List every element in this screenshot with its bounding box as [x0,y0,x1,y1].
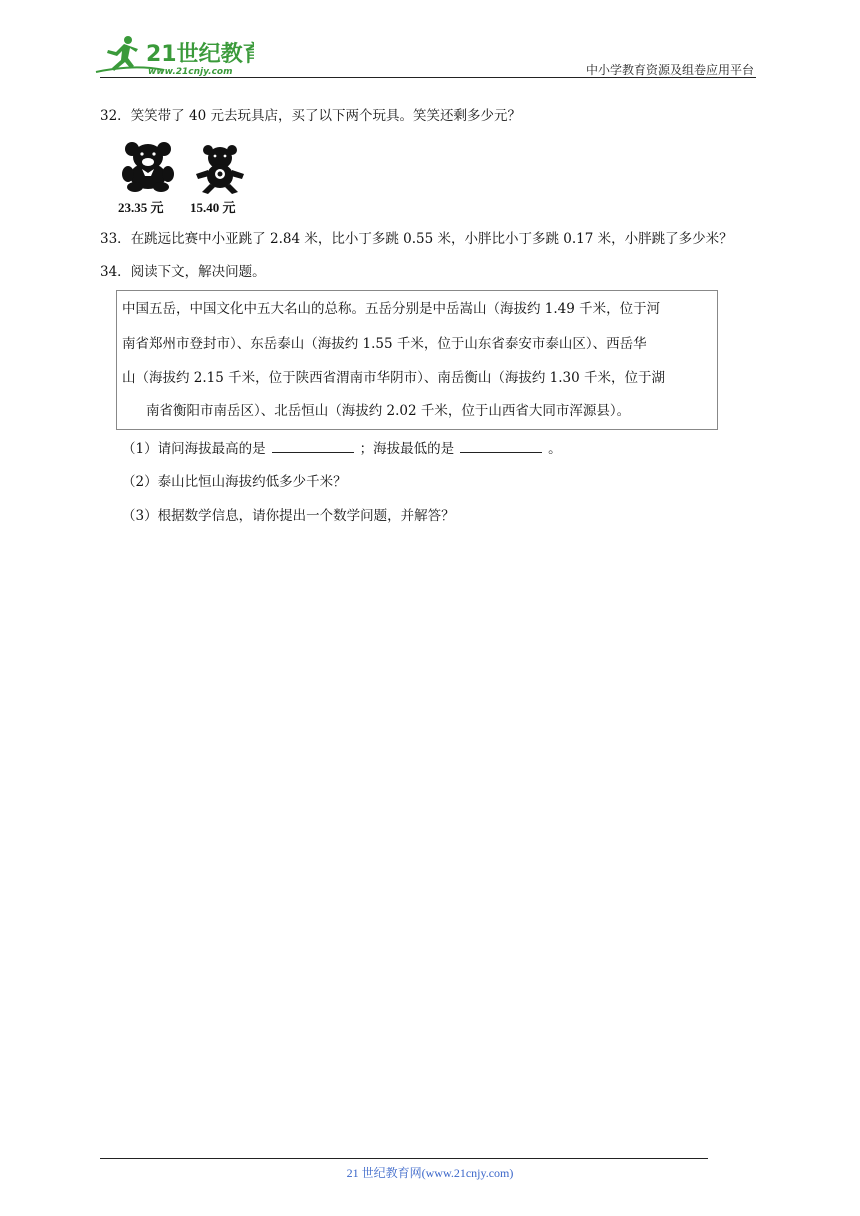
answer-blank-lowest[interactable] [460,438,542,453]
logo-url: www.21cnjy.com [148,67,233,77]
logo-text: 21世纪教育 [146,42,254,67]
question-number: 34． [100,264,131,280]
passage-line: 南省衡阳市南岳区）、北岳恒山（海拔约 2.02 千米，位于山西省大同市浑源县）。 [146,403,631,419]
passage-line: 中国五岳，中国文化中五大名山的总称。五岳分别是中岳嵩山（海拔约 1.49 千米，位于河 [122,301,661,317]
sub-question-1-end: 。 [548,441,562,457]
site-logo [94,34,254,78]
teddy-bear-icon [192,144,248,196]
question-number: 32． [100,108,131,124]
footer-divider [100,1158,708,1159]
sub-question-1 [122,438,562,459]
sub-question-1-prefix: （1）请问海拔最高的是 [122,441,266,457]
header-platform-text: 中小学教育资源及组卷应用平台 [585,63,754,77]
sub-question-1-middle: ；海拔最低的是 [359,441,455,457]
question-text: 笑笑带了 40 元去玩具店，买了以下两个玩具。笑笑还剩多少元？ [130,108,521,124]
question-32 [100,106,521,126]
passage-line: 南省郑州市登封市）、东岳泰山（海拔约 1.55 千米，位于山东省泰安市泰山区）、西岳华 [122,336,647,352]
teddy-bear-icon [120,140,176,192]
question-number: 33． [100,231,131,247]
toy-price: 23.35 元 [118,200,164,215]
sub-question-2: （2）泰山比恒山海拔约低多少千米？ [122,474,347,490]
toy-price: 15.40 元 [190,200,236,215]
question-34 [100,262,266,282]
footer-link[interactable]: 21 世纪教育网(www.21cnjy.com) [346,1166,514,1180]
sub-question-3: （3）根据数学信息，请你提出一个数学问题，并解答？ [122,508,455,524]
toy-item [120,140,176,196]
question-33 [100,229,733,249]
header-divider [100,77,756,78]
answer-blank-highest[interactable] [272,438,354,453]
toy-item [192,144,248,200]
question-text: 阅读下文，解决问题。 [130,264,266,280]
question-text: 在跳远比赛中小亚跳了 2.84 米，比小丁多跳 0.55 米，小胖比小丁多跳 0.17 米，小胖跳了多少米？ [130,231,733,247]
passage-line: 山（海拔约 2.15 千米，位于陕西省渭南市华阴市）、南岳衡山（海拔约 1.30 千米，位于湖 [122,370,666,386]
